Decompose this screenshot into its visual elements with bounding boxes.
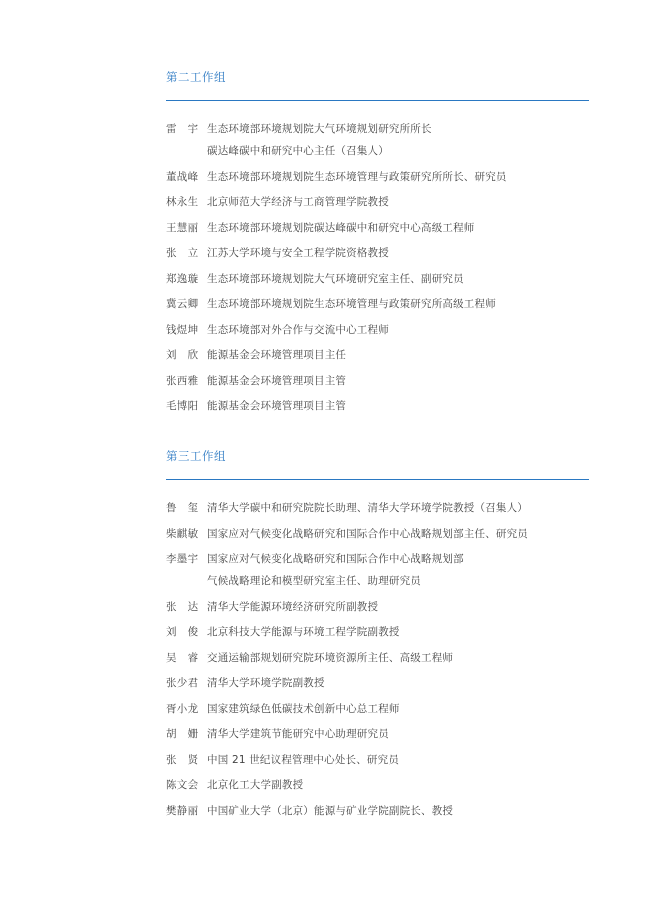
member-affiliation <box>207 599 595 621</box>
member-name: 胥小龙 <box>166 702 199 715</box>
affiliation-line: 气候战略理论和模型研究室主任、助理研究员 <box>207 575 421 587</box>
member-name: 林永生 <box>166 196 199 208</box>
member-name: 刘 俊 <box>166 626 199 638</box>
affiliation-line: 生态环境部环境规划院大气环境规划研究所所长 <box>207 123 432 135</box>
affiliation-line: 生态环境部环境规划院生态环境管理与政策研究所高级工程师 <box>207 298 496 310</box>
member-affiliation <box>207 271 595 293</box>
member-name: 郑逸璇 <box>166 272 199 285</box>
member-affiliation <box>207 701 595 723</box>
affiliation-line: 能源基金会环境管理项目主管 <box>207 400 347 412</box>
member-affiliation <box>207 121 595 165</box>
member-affiliation <box>207 500 595 522</box>
group-title: 第三工作组 <box>166 449 226 463</box>
member-affiliation <box>207 347 595 369</box>
affiliation-line: 中国 21 世纪议程管理中心处长、研究员 <box>207 753 400 766</box>
affiliation-line: 能源基金会环境管理项目主管 <box>207 374 347 387</box>
member-affiliation <box>207 650 595 672</box>
member-name: 毛博阳 <box>166 400 199 412</box>
member-affiliation <box>207 752 595 774</box>
member-affiliation <box>207 526 595 548</box>
affiliation-line: 国家建筑绿色低碳技术创新中心总工程师 <box>207 702 400 715</box>
member-name: 鲁 玺 <box>166 502 199 514</box>
group-title: 第二工作组 <box>166 70 226 84</box>
affiliation-line: 碳达峰碳中和研究中心主任（召集人） <box>207 145 389 157</box>
member-affiliation <box>207 322 595 344</box>
affiliation-line: 北京化工大学副教授 <box>207 779 304 791</box>
member-affiliation <box>207 373 595 395</box>
member-affiliation <box>207 777 595 799</box>
member-name: 樊静丽 <box>166 804 199 817</box>
affiliation-line: 能源基金会环境管理项目主任 <box>207 349 347 361</box>
member-name: 张 达 <box>166 600 199 613</box>
member-affiliation <box>207 675 595 697</box>
affiliation-line: 生态环境部对外合作与交流中心工程师 <box>207 323 389 336</box>
affiliation-line: 中国矿业大学（北京）能源与矿业学院副院长、教授 <box>207 804 454 817</box>
affiliation-line: 清华大学碳中和研究院院长助理、清华大学环境学院教授（召集人） <box>207 502 528 514</box>
member-name: 刘 欣 <box>166 349 199 361</box>
member-name: 冀云卿 <box>166 298 199 310</box>
member-affiliation <box>207 169 595 191</box>
member-name: 李墨宇 <box>166 553 199 565</box>
working-group-2 <box>166 69 590 412</box>
member-affiliation <box>207 803 595 825</box>
affiliation-line: 生态环境部环境规划院大气环境研究室主任、副研究员 <box>207 272 464 285</box>
member-name: 吴 睿 <box>166 651 199 664</box>
member-affiliation <box>207 398 595 420</box>
member-name: 张少君 <box>166 677 199 689</box>
working-group-3 <box>166 448 590 817</box>
affiliation-line: 北京科技大学能源与环境工程学院副教授 <box>207 626 400 638</box>
member-name: 胡 姗 <box>166 728 199 740</box>
member-affiliation <box>207 194 595 216</box>
member-affiliation <box>207 220 595 242</box>
affiliation-line: 国家应对气候变化战略研究和国际合作中心战略规划部主任、研究员 <box>207 527 528 540</box>
member-affiliation <box>207 245 595 267</box>
member-name: 陈文会 <box>166 779 199 791</box>
member-name: 张 贤 <box>166 753 199 766</box>
member-name: 王慧丽 <box>166 221 199 234</box>
member-affiliation <box>207 726 595 748</box>
member-affiliation <box>207 551 595 595</box>
affiliation-line: 清华大学环境学院副教授 <box>207 677 325 689</box>
affiliation-line: 北京师范大学经济与工商管理学院教授 <box>207 196 389 208</box>
affiliation-line: 清华大学建筑节能研究中心助理研究员 <box>207 728 389 740</box>
group-divider <box>166 100 589 101</box>
group-divider <box>166 479 589 480</box>
affiliation-line: 交通运输部规划研究院环境资源所主任、高级工程师 <box>207 651 454 664</box>
member-name: 董战峰 <box>166 170 199 183</box>
member-name: 张西雅 <box>166 374 199 387</box>
member-affiliation <box>207 296 595 318</box>
member-name: 柴麒敏 <box>166 527 199 540</box>
member-name: 张 立 <box>166 247 199 259</box>
member-name: 钱煜坤 <box>166 323 199 336</box>
affiliation-line: 清华大学能源环境经济研究所副教授 <box>207 600 379 613</box>
affiliation-line: 生态环境部环境规划院碳达峰碳中和研究中心高级工程师 <box>207 221 475 234</box>
affiliation-line: 国家应对气候变化战略研究和国际合作中心战略规划部 <box>207 553 464 565</box>
affiliation-line: 江苏大学环境与安全工程学院资格教授 <box>207 247 389 259</box>
affiliation-line: 生态环境部环境规划院生态环境管理与政策研究所所长、研究员 <box>207 170 507 183</box>
member-name: 雷 宇 <box>166 123 199 135</box>
member-affiliation <box>207 624 595 646</box>
